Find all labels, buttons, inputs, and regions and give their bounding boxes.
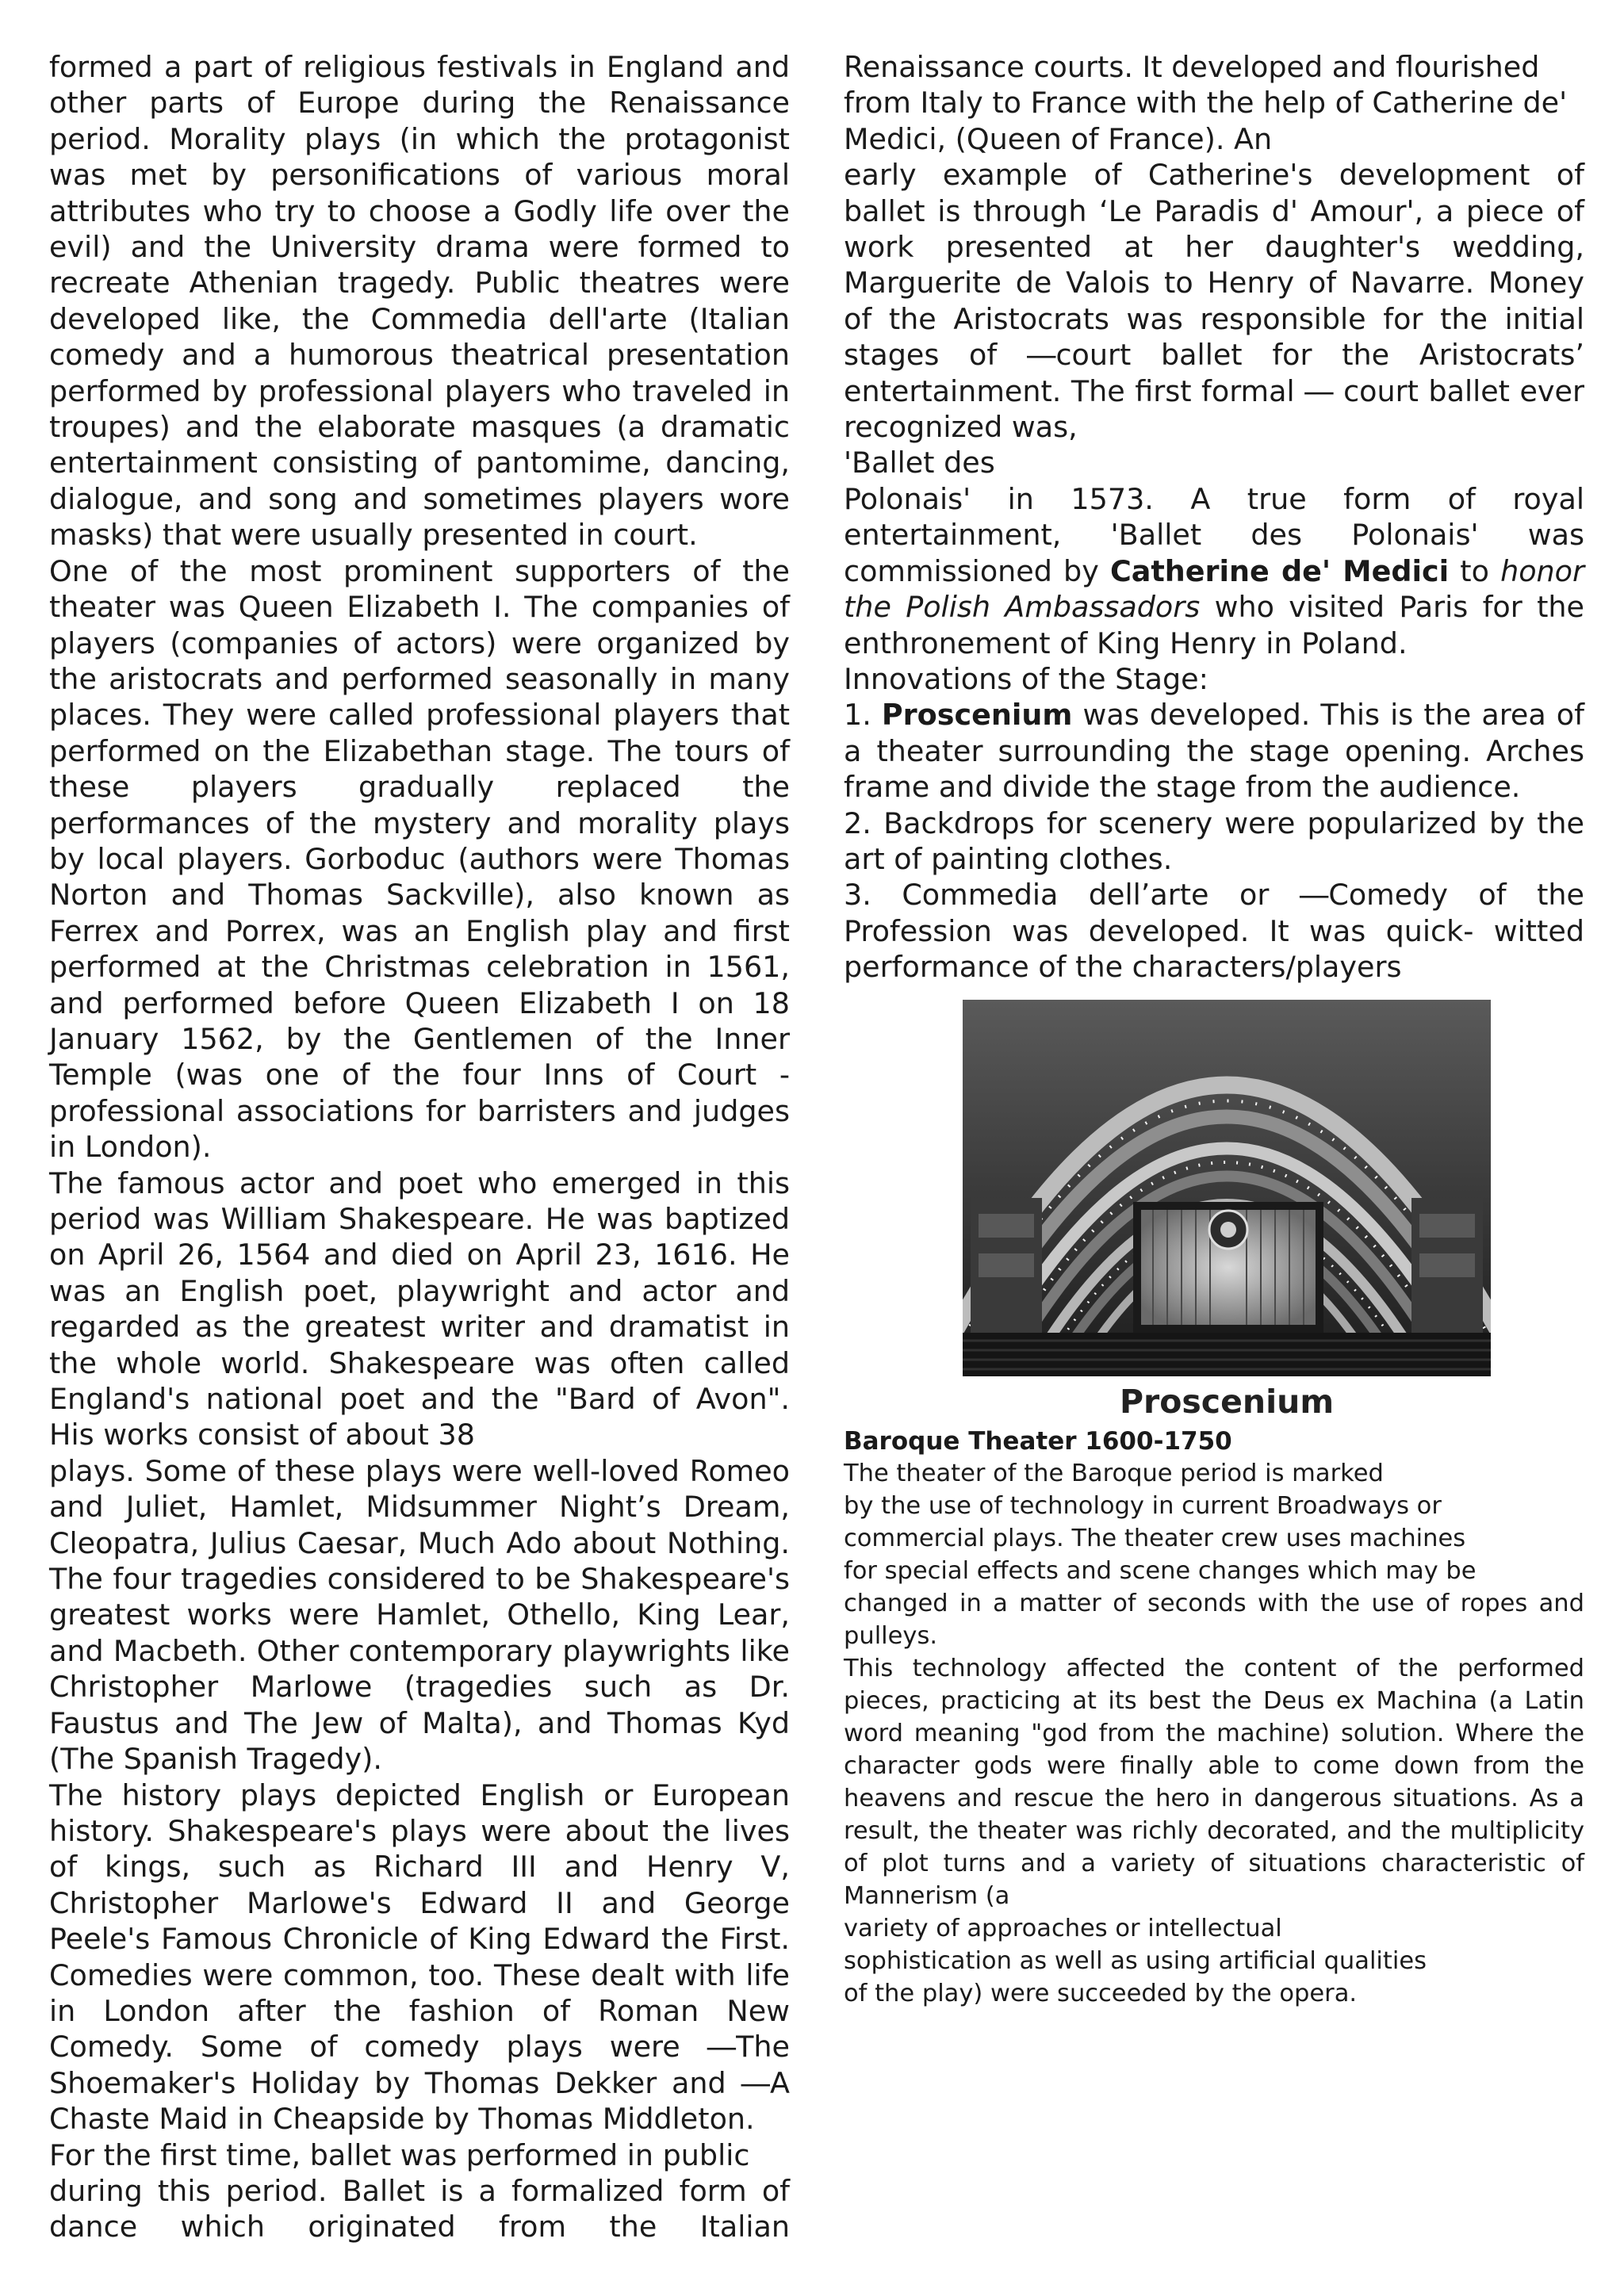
polish-ambassadors-italic: honor the Polish Ambassadors — [844, 553, 1584, 625]
innovations-title: Innovations of the Stage: — [844, 661, 1208, 696]
proscenium-figure — [844, 1000, 1584, 1421]
baroque-line: commercial plays. The theater crew uses machines — [844, 1524, 1466, 1552]
paragraph-ballet-definition: during this period. Ballet is a formalized form of dance which originated from the Italian — [49, 2173, 790, 2244]
paragraph-queen-elizabeth: One of the most prominent supporters of the theater was Queen Elizabeth I. The companies of players (companies of actors) were organized by the aristocrats and performed seasonally in many places. They were called professional players that performed on the Elizabethan stage. The tours of these players gradually replaced the performances of the mystery and morality plays by local players. Gorboduc (authors were Thomas Norton and Thomas Sackville), also known as Ferrex and Porrex, was an English play and first performed at the Christmas celebration in 1561, and performed before Queen Elizabeth I on 18 January 1562, by the Gentlemen of the Inner Temple (was one of the four Inns of Court -professional associations for barristers and judges in London). — [49, 553, 790, 1165]
paragraph-renaissance-plays: formed a part of religious festivals in England and other parts of Europe during the Renaissance period. Morality plays (in which the protagonist was met by personifications of various moral attributes who try to choose a Godly life over the evil) and the University drama were formed to recreate Athenian tragedy. Public theatres were developed like, the Commedia dell'arte (Italian comedy and a humorous theatrical presentation performed by professional players who traveled in troupes) and the elaborate masques (a dramatic entertainment consisting of pantomime, dancing, dialogue, and song and sometimes players wore masks) that were usually presented in court. — [49, 50, 790, 553]
innovation-item-backdrops: 2. Backdrops for scenery were popularized by the art of painting clothes. — [844, 806, 1584, 876]
baroque-paragraph-1-rest: changed in a matter of seconds with the use of ropes and pulleys. — [844, 1589, 1584, 1650]
baroque-line: for special effects and scene changes which may be — [844, 1556, 1477, 1585]
paragraph-shakespeare-plays: plays. Some of these plays were well-loved Romeo and Juliet, Hamlet, Midsummer Night’s Dream, Cleopatra, Julius Caesar, Much Ado about Nothing. The four tragedies considered to be Shakespeare's greatest works were Hamlet, Othello, King Lear, and Macbeth. Other contemporary playwrights like Christopher Marlowe (tragedies such as Dr. Faustus and The Jew of Malta), and Thomas Kyd (The Spanish Tragedy). — [49, 1453, 790, 1777]
baroque-line: The theater of the Baroque period is marked — [844, 1459, 1384, 1487]
left-column — [49, 49, 790, 2245]
baroque-heading: Baroque Theater 1600-1750 — [844, 1426, 1232, 1456]
innovation-item-commedia: 3. Commedia dell’arte or ―Comedy of the Profession was developed. It was quick- witted performance of the characters/players — [844, 878, 1584, 985]
polonais-text-b: to — [1449, 553, 1501, 588]
theater-interior-illustration — [963, 1000, 1491, 1376]
figure-caption: Proscenium — [1119, 1382, 1335, 1421]
baroque-tail-line: variety of approaches or intellectual — [844, 1914, 1282, 1942]
proscenium-bold: Proscenium — [881, 698, 1073, 733]
baroque-tail-line: of the play) were succeeded by the opera. — [844, 1979, 1358, 2007]
innovation-item-proscenium — [844, 697, 1584, 805]
line-ballet-des: 'Ballet des — [844, 446, 995, 480]
polonais-text-a: Polonais' in 1573. A true form of royal entertainment, 'Ballet des Polonais' was commissioned by — [844, 481, 1584, 588]
right-column — [844, 49, 1584, 2010]
polonais-text-c: who visited Paris for the enthronement of King Henry in Poland. — [844, 590, 1584, 660]
proscenium-photo — [963, 1000, 1491, 1376]
baroque-line: by the use of technology in current Broadways or — [844, 1491, 1442, 1520]
paragraph-shakespeare: The famous actor and poet who emerged in this period was William Shakespeare. He was baptized on April 26, 1564 and died on April 23, 1616. He was an English poet, playwright and actor and regarded as the greatest writer and dramatist in the whole world. Shakespeare was often called England's national poet and the "Bard of Avon". His works consist of about 38 — [49, 1165, 790, 1452]
item1-number: 1. — [844, 698, 882, 733]
paragraph-renaissance-courts: Renaissance courts. It developed and flourished from Italy to France with the help of Catherine de' Medici, (Queen of France). An — [844, 50, 1568, 156]
paragraph-ballet-des-polonais — [844, 481, 1584, 661]
baroque-paragraph-2: This technology affected the content of the performed pieces, practicing at its best the Deus ex Machina (a Latin word meaning "god from the machine) solution. Where the character gods were finally able to come down from the heavens and rescue the hero in dangerous situations. As a result, the theater was richly decorated, and the multiplicity of plot turns and a variety of situations characteristic of Mannerism (a — [844, 1654, 1584, 1910]
line-ballet-public: For the first time, ballet was performed in public — [49, 2137, 750, 2172]
paragraph-catherine-ballet: early example of Catherine's development of ballet is through ‘Le Paradis d' Amour', a piece of work presented at her daughter's wedding, Marguerite de Valois to Henry of Navarre. Money of the Aristocrats was responsible for the initial stages of ―court ballet for the Aristocrats’ entertainment. The first formal ― court ballet ever recognized was, — [844, 158, 1584, 445]
item1-text: was developed. This is the area of a theater surrounding the stage opening. Arches frame and divide the stage from the audience. — [844, 698, 1584, 805]
baroque-tail-line: sophistication as well as using artificial qualities — [844, 1946, 1427, 1975]
paragraph-history-plays: The history plays depicted English or European history. Shakespeare's plays were about the lives of kings, such as Richard III and Henry V, Christopher Marlowe's Edward II and George Peele's Famous Chronicle of King Edward the First. Comedies were common, too. These dealt with life in London after the fashion of Roman New Comedy. Some of comedy plays were ―The Shoemaker's Holiday by Thomas Dekker and ―A Chaste Maid in Cheapside by Thomas Middleton. — [49, 1777, 790, 2137]
catherine-name-bold: Catherine de' Medici — [1109, 553, 1450, 588]
